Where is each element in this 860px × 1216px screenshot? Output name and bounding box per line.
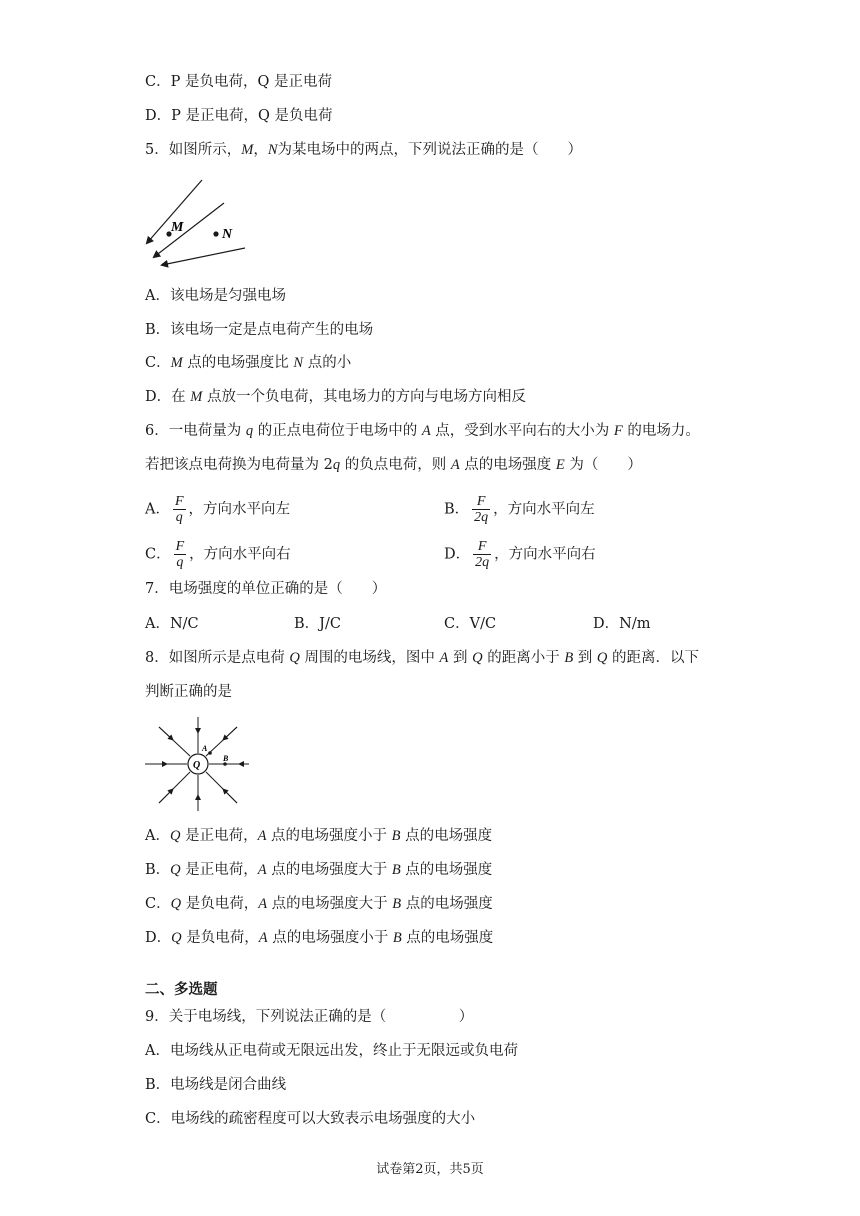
q6-option-d: D． $\frac{F}{2q}$ ，方向水平向右 xyxy=(444,539,596,570)
q5-option-a: A．该电场是匀强电场 xyxy=(145,288,286,304)
q9-stem: 9．关于电场线，下列说法正确的是（ ） xyxy=(145,1009,474,1025)
q5-option-b: B．该电场一定是点电荷产生的电场 xyxy=(145,322,374,338)
q4-option-c: C．P 是负电荷，Q 是正电荷 xyxy=(145,74,332,90)
q5-option-c: C．M 点的电场强度比 N 点的小 xyxy=(145,355,352,371)
q8-stem-line2: 判断正确的是 xyxy=(145,684,232,700)
fraction: $\frac{F}{q}$ xyxy=(175,539,185,570)
page-footer: 试卷第2页，共5页 xyxy=(376,1162,484,1177)
q6-stem-line1: 6．一电荷量为 q 的正点电荷位于电场中的 A 点，受到水平向右的大小为 F 的电场力。 xyxy=(145,423,700,439)
q5-field-line-3 xyxy=(162,248,245,265)
q6-option-b: B． $\frac{F}{2q}$ ，方向水平向左 xyxy=(444,494,595,525)
q5-label-m: M xyxy=(171,220,184,235)
q8-stem-line1: 8．如图所示是点电荷 Q 周围的电场线，图中 A 到 Q 的距离小于 B 到 Q 的距离．以下 xyxy=(145,650,699,666)
q9-option-a: A．电场线从正电荷或无限远出发，终止于无限远或负电荷 xyxy=(145,1043,518,1059)
q8-point-charge-figure xyxy=(143,717,253,812)
q6-stem-line2: 若把该点电荷换为电荷量为 2q 的负点电荷，则 A 点的电场强度 E 为（ ） xyxy=(145,457,642,473)
q5-field-line-2 xyxy=(154,203,224,257)
q5-option-d: D．在 M 点放一个负电荷，其电场力的方向与电场方向相反 xyxy=(145,389,526,405)
q5-point-n xyxy=(213,231,218,236)
q8-option-c: C．Q 是负电荷，A 点的电场强度大于 B 点的电场强度 xyxy=(145,896,493,912)
q8-option-d: D．Q 是负电荷，A 点的电场强度小于 B 点的电场强度 xyxy=(145,930,494,946)
q8-label-a: A xyxy=(202,744,208,753)
q9-option-b: B．电场线是闭合曲线 xyxy=(145,1077,287,1093)
q5-stem: 5．如图所示，M，N为某电场中的两点，下列说法正确的是（ ） xyxy=(145,142,582,158)
q8-label-q: Q xyxy=(193,760,201,771)
q9-option-c: C．电场线的疏密程度可以大致表示电场强度的大小 xyxy=(145,1111,476,1127)
q7-option-d: D．N/m xyxy=(593,616,651,632)
fraction: $\frac{F}{2q}$ xyxy=(475,539,490,570)
fraction: $\frac{F}{2q}$ xyxy=(474,494,489,525)
q4-option-d: D．P 是正电荷，Q 是负电荷 xyxy=(145,108,333,124)
fraction: $\frac{F}{q}$ xyxy=(174,494,184,525)
section-title: 二、多选题 xyxy=(145,982,218,998)
q8-option-b: B．Q 是正电荷，A 点的电场强度大于 B 点的电场强度 xyxy=(145,862,493,878)
q5-label-n: N xyxy=(222,227,233,242)
q8-label-b: B xyxy=(223,754,229,763)
q7-option-a: A．N/C xyxy=(145,616,199,632)
q6-option-c: C． $\frac{F}{q}$ ，方向水平向右 xyxy=(145,539,291,570)
q7-stem: 7．电场强度的单位正确的是（ ） xyxy=(145,581,387,597)
q8-point-a xyxy=(208,751,212,755)
q7-option-c: C．V/C xyxy=(444,616,497,632)
q7-option-b: B．J/C xyxy=(294,616,341,632)
q5-field-figure xyxy=(140,175,255,270)
q6-option-a: A． $\frac{F}{q}$ ，方向水平向左 xyxy=(145,494,291,525)
q8-option-a: A．Q 是正电荷，A 点的电场强度小于 B 点的电场强度 xyxy=(145,828,493,844)
